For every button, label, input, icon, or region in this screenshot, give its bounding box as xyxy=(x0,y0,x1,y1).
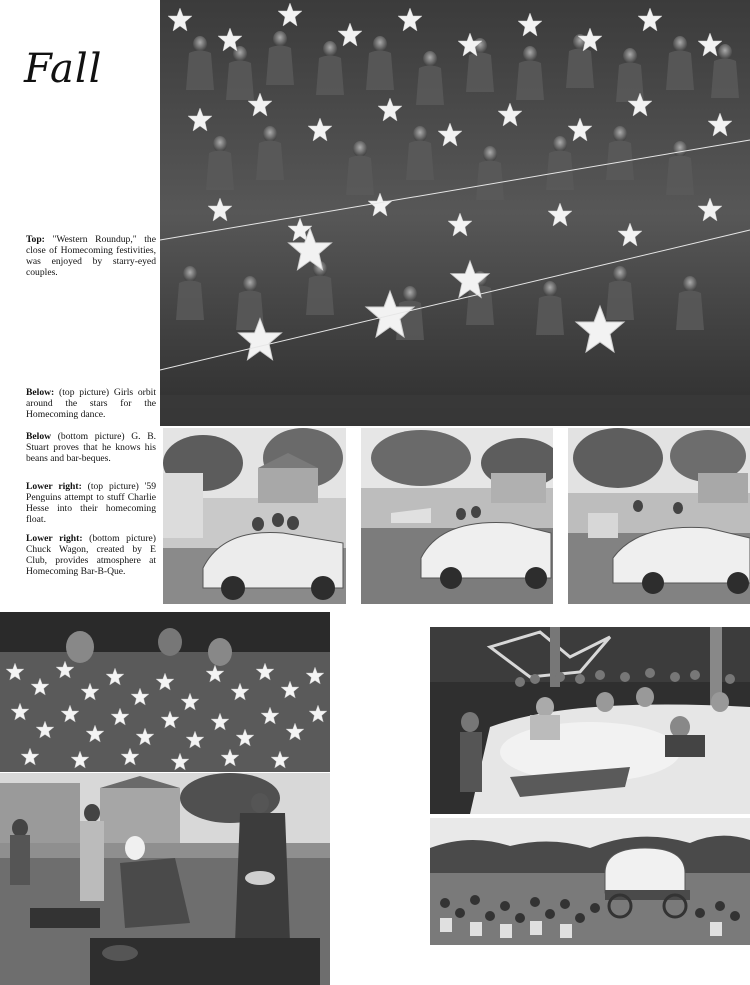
dance-photo xyxy=(160,0,750,426)
convertible-photo-3 xyxy=(568,428,750,604)
caption-top xyxy=(26,234,156,278)
convertible-photo-2 xyxy=(361,428,553,604)
star-making-photo xyxy=(0,612,330,772)
caption-text: "Western Roundup," the close of Homecoming festivities, was enjoyed by starry-eyed couples. xyxy=(26,234,156,278)
barbecue-photo xyxy=(0,773,330,985)
page-title: Fall xyxy=(24,46,103,92)
caption-text: (bottom picture) G. B. Stuart proves that he knows his beans and bar-beques. xyxy=(26,431,156,464)
caption-lower-right-top xyxy=(26,481,156,525)
float-building-photo xyxy=(430,627,750,814)
caption-below-bottom xyxy=(26,431,156,464)
caption-text: (top picture) Girls orbit around the stars for the Homecoming dance. xyxy=(26,387,156,420)
caption-lead: Top: xyxy=(26,234,45,245)
caption-lead: Lower right: xyxy=(26,481,82,492)
caption-below-top xyxy=(26,387,156,420)
caption-lead: Below xyxy=(26,431,52,442)
caption-lead: Below: xyxy=(26,387,55,398)
caption-text: (bottom picture) Chuck Wagon, created by E Club, provides atmosphere at Homecoming Bar-B-Que. xyxy=(26,533,157,577)
chuck-wagon-photo xyxy=(430,818,750,945)
caption-lower-right-bottom xyxy=(26,533,156,577)
caption-lead: Lower right: xyxy=(26,533,83,544)
convertible-photo-1 xyxy=(163,428,346,604)
caption-text: (top picture) '59 Penguins attempt to stuff Charlie Hesse into their homecoming float. xyxy=(26,481,156,525)
